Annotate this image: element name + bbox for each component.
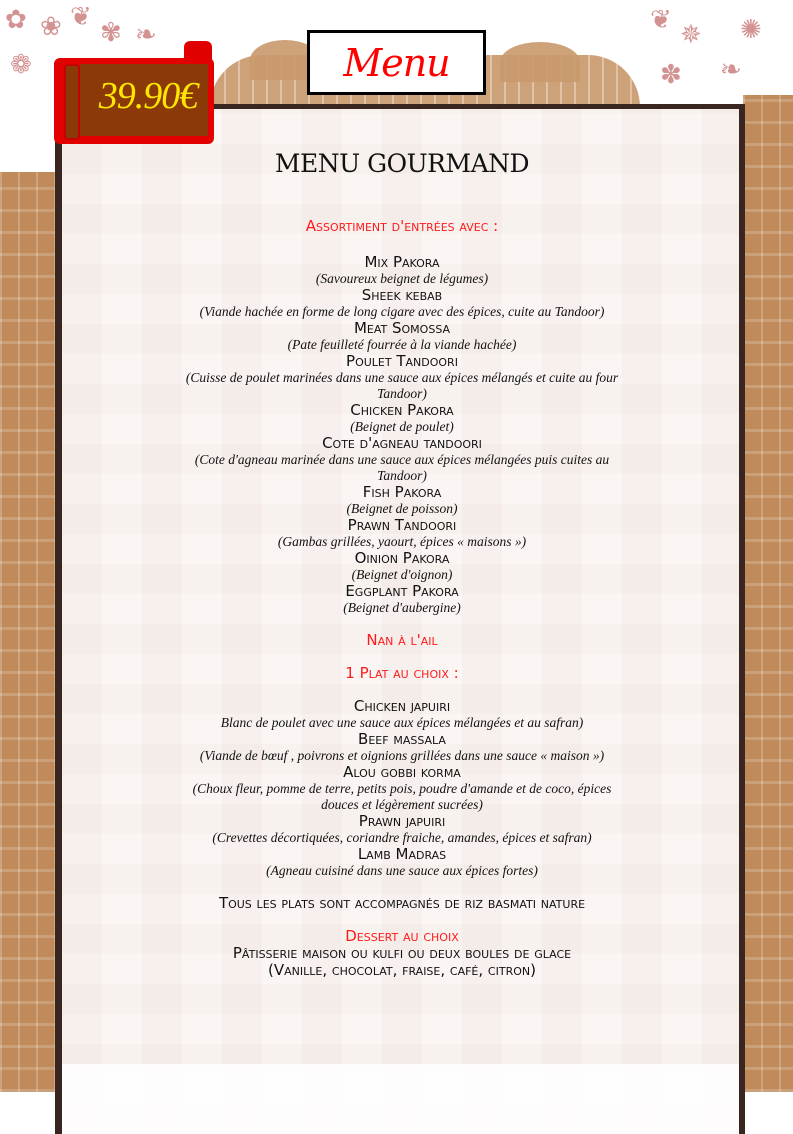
flower-sketch-icon: ✾: [100, 18, 122, 47]
main-name: Beef massala: [358, 730, 446, 748]
price-banner: [54, 46, 214, 142]
main-desc: (Crevettes décortiquées, coriandre fraiche, amandes, épices et safran): [212, 830, 592, 845]
starter-desc: (Gambas grillées, yaourt, épices « maisons »): [277, 534, 527, 549]
main-name: Lamb Madras: [357, 845, 447, 863]
starter-name: Chicken Pakora: [350, 401, 454, 419]
starter-desc: (Beignet d'aubergine): [343, 600, 461, 615]
starter-name: Mix Pakora: [364, 253, 440, 271]
starter-desc: (Savoureux beignet de légumes): [315, 271, 489, 286]
flower-sketch-icon: ✿: [5, 5, 27, 34]
mains-note: Tous les plats sont accompagnés de riz basmati nature: [218, 894, 586, 912]
scroll-roll-decoration: [64, 64, 80, 140]
menu-title: Menu: [343, 40, 450, 85]
main-desc: (Agneau cuisiné dans une sauce aux épices fortes): [266, 863, 538, 878]
main-name: Chicken japuiri: [353, 697, 451, 715]
starter-desc: (Pate feuilleté fourrée à la viande hachée): [287, 337, 517, 352]
main-name: Prawn japuiri: [358, 812, 446, 830]
star-anise-sketch-icon: ✵: [680, 20, 702, 49]
flower-sketch-icon: ❁: [10, 50, 32, 79]
starter-desc: (Beignet de poisson): [346, 501, 458, 516]
main-name: Alou gobbi korma: [343, 763, 461, 781]
starter-desc: (Viande hachée en forme de long cigare avec des épices, cuite au Tandoor): [199, 304, 605, 319]
left-palace-illustration: [0, 172, 55, 1092]
menu-title-box: [307, 30, 486, 95]
starter-name: Fish Pakora: [362, 483, 442, 501]
starter-name: Prawn Tandoori: [347, 516, 457, 534]
spice-sketch-icon: ✺: [740, 15, 762, 44]
menu-price: 39.90€: [98, 75, 198, 117]
right-palace-illustration: [743, 95, 793, 1092]
starter-name: Cote d'agneau tandoori: [322, 434, 482, 452]
bread-heading: Nan à l'ail: [366, 631, 438, 649]
dessert-flavors: (Vanille, chocolat, fraise, café, citron): [268, 961, 536, 979]
garlic-sketch-icon: ❧: [135, 20, 157, 49]
ginger-sketch-icon: ❦: [70, 2, 92, 31]
starter-desc: (Beignet d'oignon): [351, 567, 453, 582]
palace-dome-decoration: [500, 42, 580, 82]
starter-desc: (Beignet de poulet): [350, 419, 454, 434]
starter-name: Poulet Tandoori: [346, 352, 458, 370]
starter-name: Sheek kebab: [361, 286, 443, 304]
dessert-options: Pâtisserie maison ou kulfi ou deux boules de glace: [232, 944, 572, 962]
main-desc: (Choux fleur, pomme de terre, petits pois, poudre d'amande et de coco, épices douces et légèrement sucrées): [192, 781, 612, 812]
menu-name: MENU GOURMAND: [274, 149, 530, 178]
starter-name: Meat Somossa: [353, 319, 451, 337]
frame-bottom-fade: [62, 1064, 739, 1134]
flower-sketch-icon: ❀: [40, 12, 62, 41]
herb-sketch-icon: ✽: [660, 60, 682, 89]
leaf-sketch-icon: ❦: [650, 5, 672, 34]
starter-desc: (Cote d'agneau marinée dans une sauce aux épices mélangées puis cuites au Tandoor): [194, 452, 610, 483]
dessert-heading: Dessert au choix: [345, 927, 459, 945]
starter-name: Oinion Pakora: [354, 549, 450, 567]
main-desc: (Viande de bœuf , poivrons et oignions grillées dans une sauce « maison »): [199, 748, 605, 763]
starter-name: Eggplant Pakora: [345, 582, 459, 600]
menu-content: [62, 148, 742, 979]
leaf-sketch-icon: ❧: [720, 55, 742, 84]
starters-heading: Assortiment d'entrées avec :: [305, 217, 499, 235]
starter-desc: (Cuisse de poulet marinées dans une sauce aux épices mélangés et cuite au four Tandoor): [185, 370, 619, 401]
main-desc: Blanc de poulet avec une sauce aux épices mélangées et au safran): [220, 715, 584, 730]
mains-heading: 1 Plat au choix :: [345, 664, 459, 682]
